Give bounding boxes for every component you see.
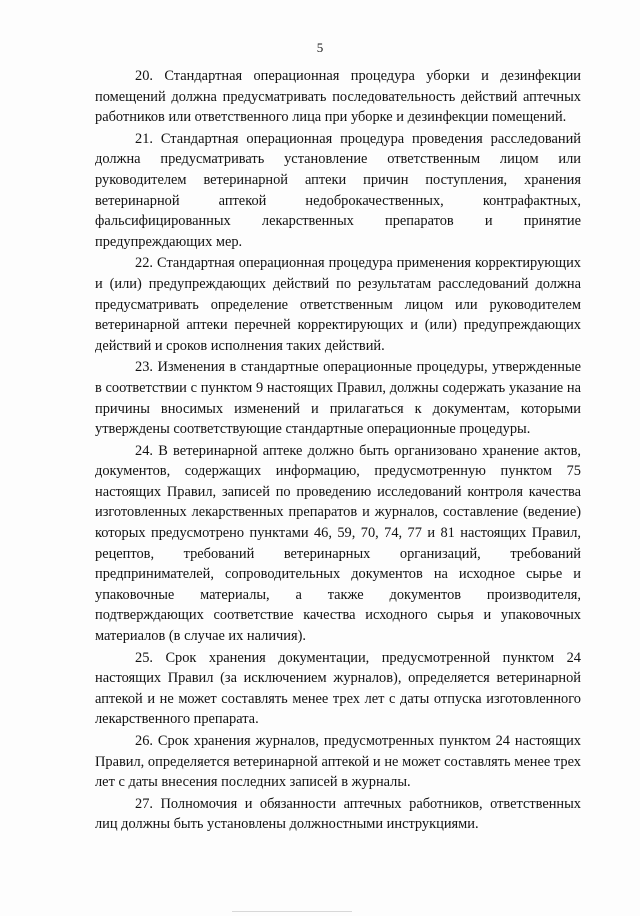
paragraph-20: 20. Стандартная операционная процедура уборки и дезинфекции помещений должна предусматривать последовательность действий аптечных работников или ответственного лица при уборке и дезинфекции помещений. [95,68,581,126]
page-number: 5 [316,40,324,55]
paragraph-27: 27. Полномочия и обязанности аптечных работников, ответственных лиц должны быть установлены должностными инструкциями. [95,795,581,833]
paragraph-24: 24. В ветеринарной аптеке должно быть организовано хранение актов, документов, содержащих информацию, предусмотренную пунктом 75 настоящих Правил, записей по проведению исследований контроля качества изготовленных лекарственных препаратов и журналов, составление (ведение) которых предусмотрено пунктами 46, 59, 70, 74, 77 и 81 настоящих Правил, рецептов, требований ветеринарных организаций, требований предпринимателей, сопроводительных документов на исходное сырье и упаковочные материалы, а также документов производителя, подтверждающих соответствие качества исходного сырья и упаковочных материалов (в случае их наличия). [95,442,581,645]
paragraph-26: 26. Срок хранения журналов, предусмотренных пунктом 24 настоящих Правил, определяется ветеринарной аптекой и не может составлять менее трех лет с даты внесения последних записей в журналы. [95,733,581,791]
paragraph-21: 21. Стандартная операционная процедура проведения расследований должна предусматривать установление ответственным лицом или руководителем ветеринарной аптеки причин поступления, хранения ветеринарной аптекой недоброкачественных, контрафактных, фальсифицированных лекарственных препаратов и принятие предупреждающих мер. [95,130,581,250]
paragraph-23: 23. Изменения в стандартные операционные процедуры, утвержденные в соответствии с пунктом 9 настоящих Правил, должны содержать указание на причины вносимых изменений и прилагаться к документам, которыми утверждены соответствующие стандартные операционные процедуры. [95,359,581,438]
paragraph-22: 22. Стандартная операционная процедура применения корректирующих и (или) предупреждающих действий по результатам расследований должна предусматривать определение ответственным лицом или руководителем ветеринарной аптеки перечней корректирующих и (или) предупреждающих действий и сроков исполнения таких действий. [95,255,581,354]
paragraph-25: 25. Срок хранения документации, предусмотренной пунктом 24 настоящих Правил (за исключением журналов), определяется ветеринарной аптекой и не может составлять менее трех лет с даты отпуска изготовленного лекарственного препарата. [95,649,581,728]
scan-artifact [232,911,352,912]
document-body [95,66,581,835]
